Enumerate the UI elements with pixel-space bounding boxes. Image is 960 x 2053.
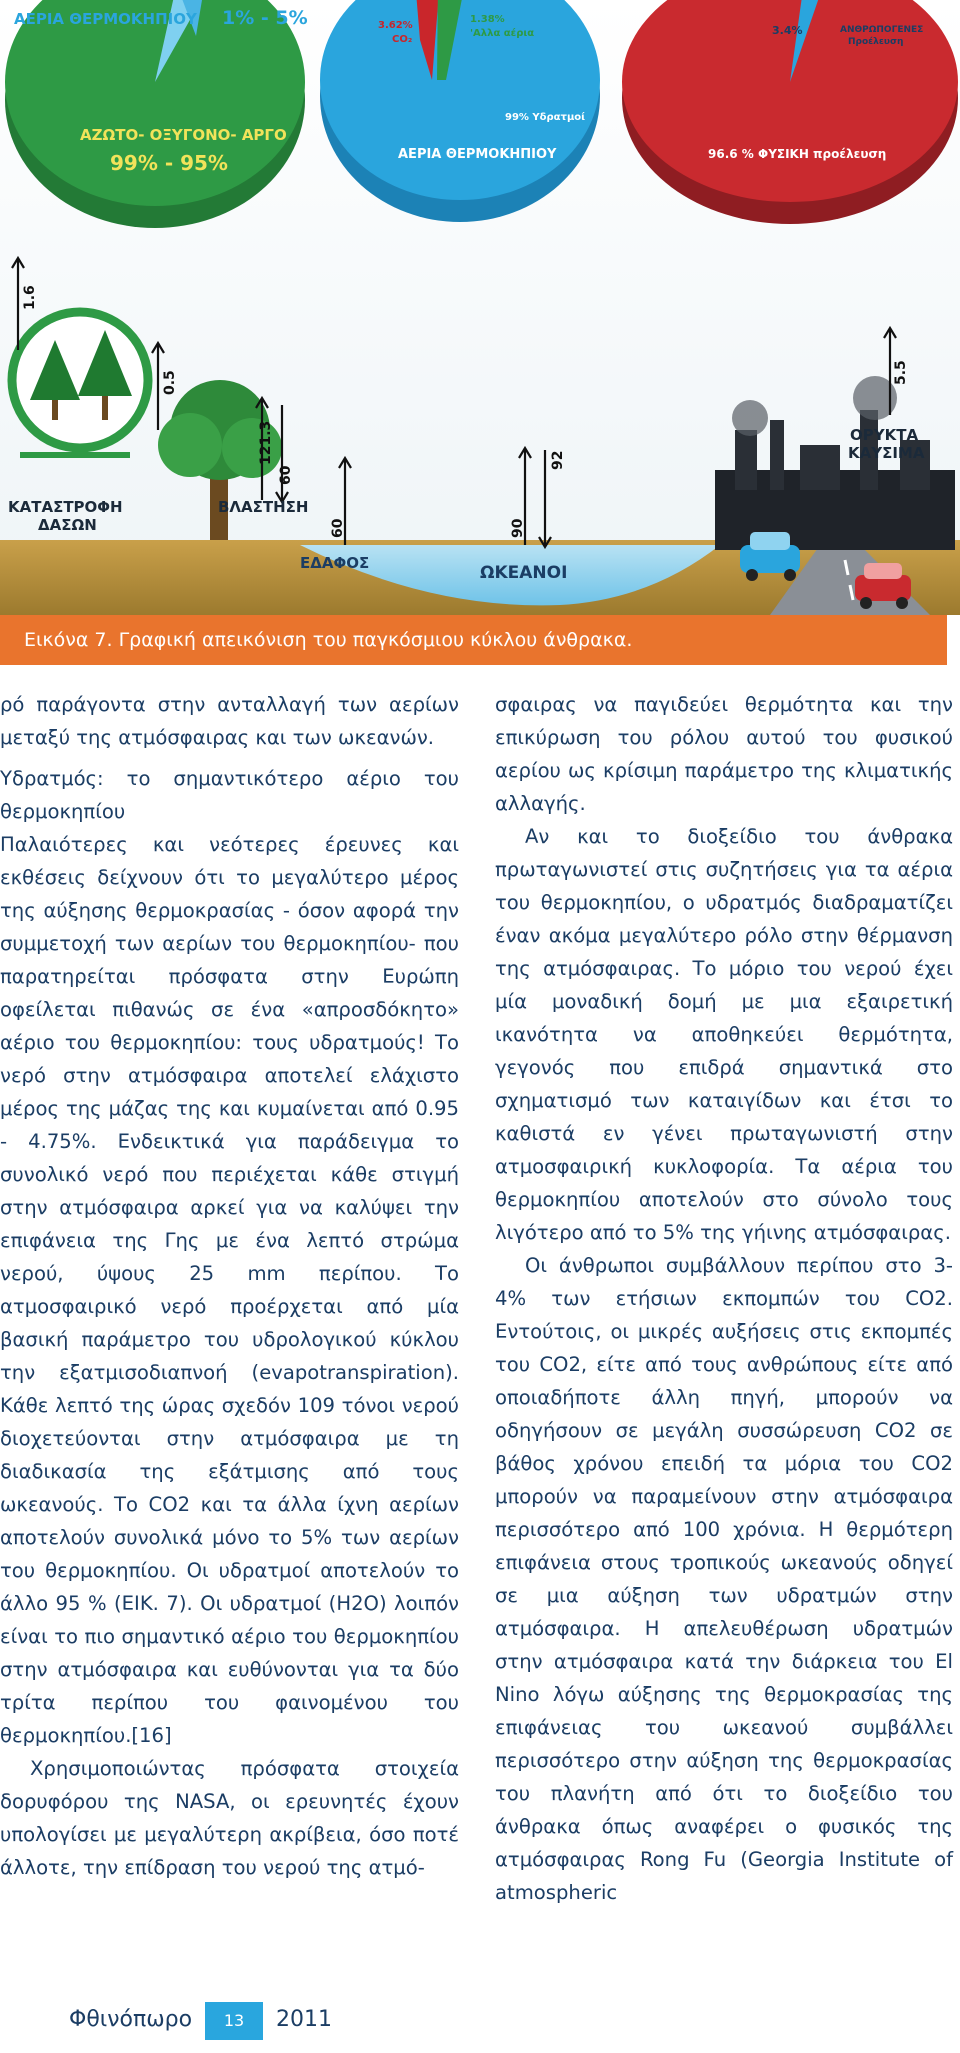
pie-red-small-label-2: Προέλευση [848, 37, 904, 47]
label-fossil-1: ΟΡΥΚΤΑ [850, 426, 919, 444]
pie-blue-main-label: ΑΕΡΙΑ ΘΕΡΜΟΚΗΠΙΟΥ [398, 147, 557, 162]
label-forest-destruction-1: ΚΑΤΑΣΤΡΟΦΗ [8, 498, 123, 516]
pie-red-small-label-1: ΑΝΘΡΩΠΟΓΕΝΕΣ [840, 25, 924, 35]
flow-value-60-b: 60 [330, 518, 346, 538]
left-paragraph-3: Χρησιμοποιώντας πρόσφατα στοιχεία δορυφόρου της NASA, οι ερευνητές έχουν υπολογίσει με μεγαλύτερη ακρίβεια, όσο ποτέ άλλοτε, την επίδραση του νερού της ατμό- [0, 1757, 459, 1879]
pie-green-main-pct: 99% - 95% [110, 151, 228, 175]
page-footer [0, 2000, 360, 2044]
pie-blue-co2-pct: 3.62% [378, 20, 413, 31]
pie-blue-water-label: 99% Υδρατμοί [505, 112, 586, 123]
pie-green-top-pct: 1% - 5% [222, 7, 308, 29]
pie-green-top-label: ΑΕΡΙΑ ΘΕΡΜΟΚΗΠΙΟΥ [14, 10, 197, 28]
right-paragraph-2: Αν και το διοξείδιο του άνθρακα πρωταγωνιστεί στις συζητήσεις για τα αέρια του θερμοκηπίου, ο υδρατμός διαδραματίζει έναν ακόμα μεγαλύτερο ρόλο στην θέρμανση της ατμόσφαιρας. Το μόριο του νερού έχει μία μοναδική δομή με μια εξαιρετική ικανότητα να αποθηκεύει θερμότητα, γεγονός που επιδρά σημαντικά στο σχηματισμό των καταιγίδων και έτσι το καθιστά εν γένει πρωταγωνιστή στην ατμοσφαιρική κυκλοφορία. Τα αέρια του θερμοκηπίου αποτελούν στο σύνολο τους λιγότερο από το 5% της γήινης ατμόσφαιρας. [495, 825, 953, 1244]
flow-value-121-3: 121.3 [258, 420, 274, 465]
page-number: 13 [205, 2002, 263, 2040]
right-paragraph-1: σφαιρας να παγιδεύει θερμότητα και την επικύρωση του ρόλου αυτού του φυσικού αερίου ως κρίσιμη παράμετρο της κλιματικής αλλαγής. [495, 693, 953, 815]
figure-caption: Εικόνα 7. Γραφική απεικόνιση του παγκόσμιου κύκλου άνθρακα. [0, 615, 947, 665]
label-vegetation: ΒΛΑΣΤΗΣΗ [218, 498, 309, 516]
pie-red-small-pct: 3.4% [772, 24, 803, 37]
left-paragraph-1: ρό παράγοντα στην ανταλλαγή των αερίων μεταξύ της ατμόσφαιρας και των ωκεανών. [0, 693, 459, 749]
forest-badge [12, 312, 148, 455]
footer-season: Φθινόπωρο [69, 2007, 193, 2032]
label-forest-destruction-2: ΔΑΣΩΝ [38, 516, 97, 534]
section-heading: Υδρατμός: το σημαντικότερο αέριο του θερμοκηπίου [0, 767, 459, 823]
footer-year: 2011 [276, 2007, 332, 2032]
flow-value-92: 92 [550, 450, 566, 470]
pie-blue-other-label: 'Αλλα αέρια [470, 28, 535, 39]
label-fossil-2: ΚΑΥΣΙΜΑ [848, 444, 925, 462]
flow-value-5-5: 5.5 [893, 360, 909, 385]
left-column [0, 688, 459, 1884]
pie-red-main-label: 96.6 % ΦΥΣΙΚΗ προέλευση [708, 147, 887, 161]
flow-value-1-6: 1.6 [22, 285, 38, 310]
pie-green-main-label: ΑΖΩΤΟ- ΟΞΥΓΟΝΟ- ΑΡΓΟ [80, 126, 287, 144]
right-paragraph-3: Οι άνθρωποι συμβάλλουν περίπου στο 3-4% των ετήσιων εκπομπών του CO2. Εντούτοις, οι μικρές αυξήσεις στις εκπομπές του CO2, είτε από τους ανθρώπους είτε από οποιαδήποτε άλλη πηγή, μπορούν να οδηγήσουν σε μεγάλη συσσώρευση CO2 σε βάθος χρόνου επειδή τα μόρια του CO2 μπορούν να παραμείνουν στην ατμόσφαιρα περισσότερο από 100 χρόνια. Η θερμότερη επιφάνεια στους τροπικούς ωκεανούς οδηγεί σε μια αύξηση των υδρατμών στην ατμόσφαιρα. Η απελευθέρωση υδρατμών στην ατμόσφαιρα κατά την διάρκεια του El Nino λόγω αύξησης της θερμοκρασίας της επιφάνειας του ωκεανού συμβάλλει περισσότερο στην αύξηση της θερμοκρασίας του πλανήτη από ότι το διοξείδιο του άνθρακα όπως αναφέρει ο φυσικός της ατμόσφαιρας Rong Fu (Georgia Institute of atmospheric [495, 1254, 953, 1904]
flow-value-60-a: 60 [278, 465, 294, 485]
pie-blue-co2-label: CO₂ [392, 34, 413, 45]
label-ocean: ΩΚΕΑΝΟΙ [480, 563, 568, 583]
flow-value-90: 90 [510, 518, 526, 538]
carbon-cycle-figure [0, 0, 960, 615]
label-soil: ΕΔΑΦΟΣ [300, 554, 370, 572]
right-column [495, 688, 953, 1909]
left-paragraph-2: Παλαιότερες και νεότερες έρευνες και εκθέσεις δείχνουν ότι το μεγαλύτερο μέρος της αύξησης θερμοκρασίας - όσον αφορά την συμμετοχή των αερίων του θερμοκηπίου- που παρατηρείται πρόσφατα στην Ευρώπη οφείλεται πιθανώς σε ένα «απροσδόκητο» αέριο του θερμοκηπίου: τους υδρατμούς! Το νερό στην ατμόσφαιρα αποτελεί ελάχιστο μέρος της μάζας της και κυμαίνεται από 0.95 - 4.75%. Ενδεικτικά για παράδειγμα το συνολικό νερό που περιέχεται κάθε στιγμή στην ατμόσφαιρα αρκεί για να καλύψει την επιφάνεια της Γης με ένα λεπτό στρώμα νερού, ύψους 25 mm περίπου. Το ατμοσφαιρικό νερό προέρχεται από μία βασική παράμετρο του υδρολογικού κύκλου την εξατμισοδιαπνοή (evapotranspiration). Κάθε λεπτό της ώρας σχεδόν 109 τόνοι νερού διοχετεύονται στην ατμόσφαιρα με τη διαδικασία της εξάτμισης από τους ωκεανούς. Το CO2 και τα άλλα ίχνη αερίων αποτελούν συνολικά μόνο το 5% των αερίων του θερμοκηπίου. Οι υδρατμοί αποτελούν το άλλο 95 % (ΕΙΚ. 7). Οι υδρατμοί (Η2Ο) λοιπόν είναι το πιο σημαντικό αέριο του θερμοκηπίου στην ατμόσφαιρα και ευθύνονται για τα δύο τρίτα περίπου του φαινομένου του θερμοκηπίου.[16] [0, 833, 459, 1747]
flow-value-0-5: 0.5 [162, 370, 178, 395]
pie-blue-other-pct: 1.38% [470, 14, 505, 25]
